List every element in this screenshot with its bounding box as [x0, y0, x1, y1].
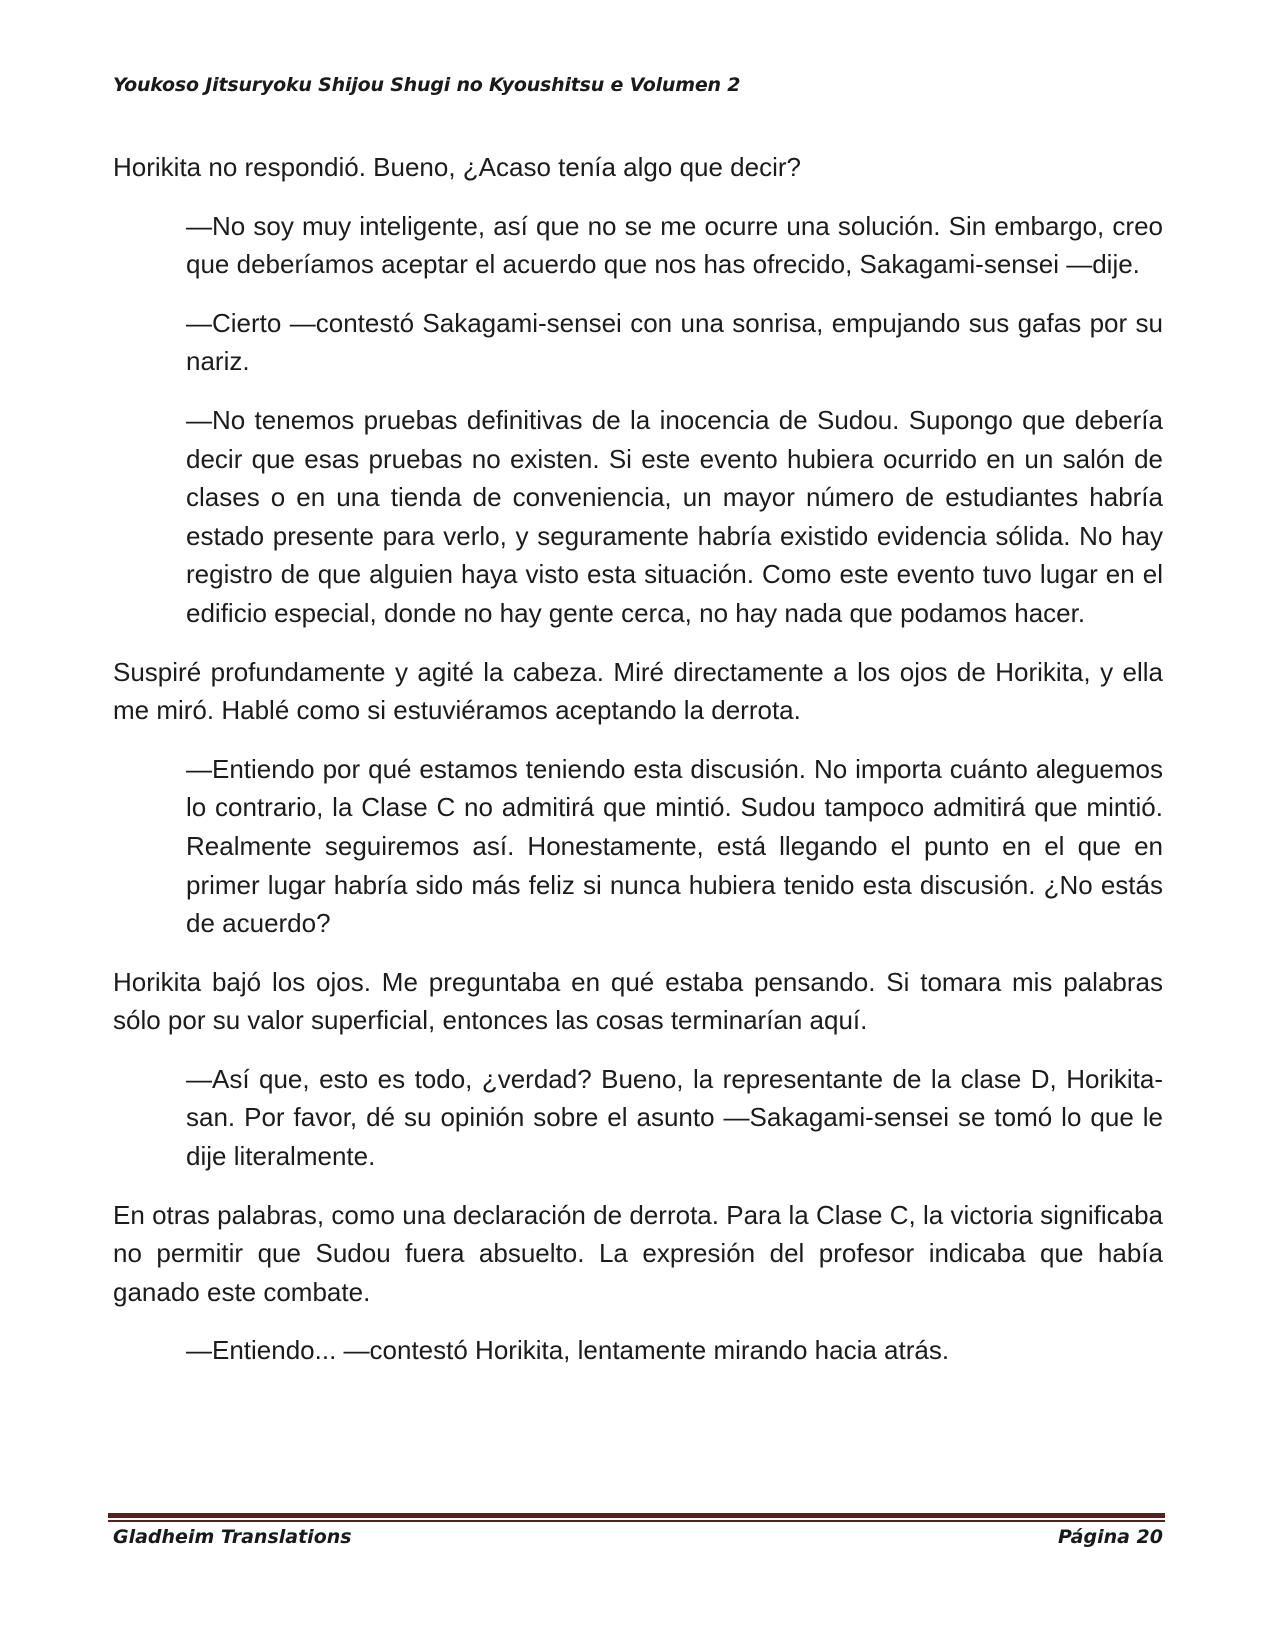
- footer-rule-thick: [108, 1513, 1165, 1518]
- page-number: Página 20: [1057, 1526, 1163, 1548]
- dialogue-paragraph: —Entiendo... —contestó Horikita, lentamente mirando hacia atrás.: [186, 1335, 950, 1366]
- running-header: Youkoso Jitsuryoku Shijou Shugi no Kyoushitsu e Volumen 2: [113, 74, 741, 96]
- paragraph: Horikita bajó los ojos. Me preguntaba en qué estaba pensando. Si tomara mis palabras sólo por su valor superficial, entonces las cosas terminarían aquí.: [113, 966, 1163, 1036]
- dialogue-paragraph: —No soy muy inteligente, así que no se me ocurre una solución. Sin embargo, creo que deberíamos aceptar el acuerdo que nos has ofrecido, Sakagami-sensei —dije.: [186, 210, 1163, 280]
- dialogue-paragraph: —No tenemos pruebas definitivas de la inocencia de Sudou. Supongo que debería decir que esas pruebas no existen. Si este evento hubiera ocurrido en un salón de clases o en una tienda de conveniencia, un mayor número de estudiantes habría estado presente para verlo, y seguramente habría existido evidencia sólida. No hay registro de que alguien haya visto esta situación. Como este evento tuvo lugar en el edificio especial, donde no hay gente cerca, no hay nada que podamos hacer.: [186, 404, 1163, 628]
- footer-rule-thin: [108, 1520, 1165, 1522]
- paragraph: En otras palabras, como una declaración de derrota. Para la Clase C, la victoria significaba no permitir que Sudou fuera absuelto. La expresión del profesor indicaba que había ganado este combate.: [113, 1199, 1163, 1307]
- page-footer: [113, 1526, 1163, 1548]
- paragraph: Horikita no respondió. Bueno, ¿Acaso tenía algo que decir?: [113, 152, 801, 182]
- dialogue-paragraph: —Así que, esto es todo, ¿verdad? Bueno, la representante de la clase D, Horikita-san. Por favor, dé su opinión sobre el asunto —Sakagami-sensei se tomó lo que le dije literalmente.: [186, 1063, 1163, 1172]
- dialogue-paragraph: —Entiendo por qué estamos teniendo esta discusión. No importa cuánto aleguemos lo contrario, la Clase C no admitirá que mintió. Sudou tampoco admitirá que mintió. Realmente seguiremos así. Honestamente, está llegando el punto en el que en primer lugar habría sido más feliz si nunca hubiera tenido esta discusión. ¿No estás de acuerdo?: [186, 753, 1163, 939]
- page-body: [113, 148, 1163, 1390]
- footer-credit: Gladheim Translations: [113, 1526, 352, 1548]
- dialogue-paragraph: —Cierto —contestó Sakagami-sensei con una sonrisa, empujando sus gafas por su nariz.: [186, 307, 1163, 377]
- paragraph: Suspiré profundamente y agité la cabeza. Miré directamente a los ojos de Horikita, y ella me miró. Hablé como si estuviéramos aceptando la derrota.: [113, 656, 1163, 726]
- footer-rule: [108, 1513, 1165, 1522]
